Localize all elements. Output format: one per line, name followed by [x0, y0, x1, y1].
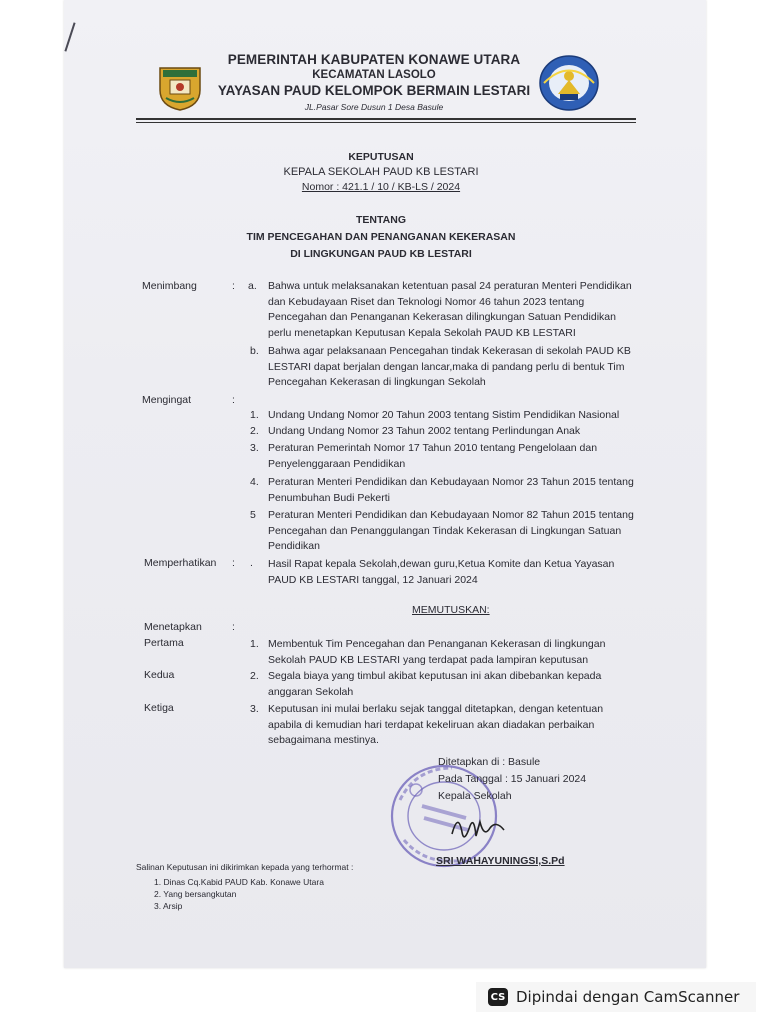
text-line: Segala biaya yang timbul akibat keputusan ini akan dibebankan kepada	[268, 670, 602, 682]
decree-issuer: KEPALA SEKOLAH PAUD KB LESTARI	[283, 166, 479, 178]
letterhead-rule	[136, 118, 636, 120]
text-line: Peraturan Pemerintah Nomor 17 Tahun 2010 tentang Pengelolaan dan	[268, 442, 598, 454]
letterhead-foundation: YAYASAN PAUD KELOMPOK BERMAIN LESTARI	[217, 83, 531, 98]
menetapkan-item-number: 1.	[250, 638, 259, 650]
decree-number	[181, 181, 581, 193]
text-line: Membentuk Tim Pencegahan dan Penanganan Kekerasan di lingkungan	[268, 638, 606, 650]
signatory-name: SRI WAHAYUNINGSI,S.Pd	[436, 855, 565, 867]
decree-subject-line1: TIM PENCEGAHAN DAN PENANGANAN KEKERASAN	[246, 231, 516, 243]
mengingat-label: Mengingat	[142, 394, 192, 406]
text-line: Hasil Rapat kepala Sekolah,dewan guru,Ketua Komite dan Ketua Yayasan	[268, 558, 615, 570]
text-line: Undang Undang Nomor 20 Tahun 2003 tentang Sistim Pendidikan Nasional	[268, 409, 620, 421]
letterhead-address: JL.Pasar Sore Dusun 1 Desa Basule	[304, 102, 444, 112]
text-line: Pencegahan dan Penanganan Kekerasan dilingkungan Satuan Pendidikan	[268, 311, 616, 323]
decree-subject-line2: DI LINGKUNGAN PAUD KB LESTARI	[290, 248, 472, 260]
ketiga-label: Ketiga	[144, 702, 174, 714]
signature-date: Pada Tanggal : 15 Januari 2024	[438, 773, 587, 785]
memperhatikan-colon: :	[232, 557, 235, 569]
menetapkan-item-3	[268, 702, 638, 749]
letterhead	[214, 52, 534, 112]
mengingat-item-1	[268, 408, 638, 424]
mengingat-item-number: 4.	[250, 476, 259, 488]
text-line: Keputusan ini mulai berlaku sejak tanggal ditetapkan, dengan ketentuan	[268, 703, 604, 715]
menimbang-b-text	[268, 344, 636, 391]
pen-mark	[64, 22, 75, 51]
camscanner-text: Dipindai dengan CamScanner	[516, 988, 740, 1006]
mengingat-item-3	[268, 441, 638, 472]
signature-place: Ditetapkan di : Basule	[438, 756, 541, 768]
text-line: Undang Undang Nomor 23 Tahun 2002 tentang Perlindungan Anak	[268, 425, 581, 437]
text-line: Peraturan Menteri Pendidikan dan Kebudayaan Nomor 23 Tahun 2015 tentang	[268, 476, 634, 488]
menimbang-a-marker: a.	[248, 280, 257, 292]
letterhead-district: KECAMATAN LASOLO	[312, 69, 436, 81]
text-line: sebagaimana mestinya.	[268, 734, 379, 746]
copies-item: 1. Dinas Cq.Kabid PAUD Kab. Konawe Utara	[154, 877, 324, 887]
text-line: apabila di kemudian hari terdapat kekeliruan akan diadakan perbaikan	[268, 718, 595, 731]
text-line: Penyelenggaraan Pendidikan	[268, 457, 406, 470]
menetapkan-colon: :	[232, 621, 235, 633]
mengingat-item-number: 1.	[250, 409, 259, 421]
menimbang-colon: :	[232, 280, 235, 292]
text-line: Pendidikan	[268, 540, 320, 552]
text-line: Peraturan Menteri Pendidikan dan Kebudayaan Nomor 82 Tahun 2015 tentang	[268, 509, 634, 521]
menimbang-b-marker: b.	[250, 345, 259, 357]
document-page	[64, 0, 706, 968]
kedua-label: Kedua	[144, 669, 175, 681]
text-line: LESTARI dapat berjalan dengan lancar,maka di pandang perlu di bentuk Tim	[268, 360, 625, 373]
text-line: anggaran Sekolah	[268, 685, 354, 698]
menimbang-label: Menimbang	[142, 280, 197, 292]
text-line: Sekolah PAUD KB LESTARI yang terdapat pada lampiran keputusan	[268, 653, 589, 666]
regency-emblem-icon	[154, 60, 206, 112]
decree-heading: KEPUTUSAN	[348, 151, 414, 163]
menimbang-a-text	[268, 279, 636, 341]
menetapkan-item-number: 2.	[250, 670, 259, 682]
signature-role: Kepala Sekolah	[438, 790, 512, 802]
mengingat-item-number: 5	[250, 509, 256, 521]
text-line: Pencegahan dan Penanggulangan Tindak Kekerasan di Lingkungan Satuan	[268, 524, 622, 537]
letterhead-government: PEMERINTAH KABUPATEN KONAWE UTARA	[227, 52, 521, 67]
memperhatikan-dot: .	[250, 557, 253, 569]
mengingat-item-number: 3.	[250, 442, 259, 454]
copies-item: 3. Arsip	[154, 901, 183, 911]
handwritten-signature-icon	[444, 808, 514, 848]
about-heading: TENTANG	[356, 214, 406, 226]
mengingat-item-2	[268, 424, 638, 440]
mengingat-item-4	[268, 475, 638, 506]
menetapkan-label: Menetapkan	[144, 621, 202, 633]
mengingat-item-number: 2.	[250, 425, 259, 437]
pertama-label: Pertama	[144, 637, 184, 649]
text-line: Pencegahan Kekerasan di lingkungan Sekolah	[268, 376, 486, 388]
memperhatikan-text	[268, 557, 638, 588]
mengingat-item-5	[268, 508, 638, 555]
text-line: PAUD KB LESTARI tanggal, 12 Januari 2024	[268, 573, 478, 586]
text-line: Bahwa agar pelaksanaan Pencegahan tindak Kekerasan di sekolah PAUD KB	[268, 345, 631, 357]
text-line: perlu menetapkan Keputusan Kepala Sekolah PAUD KB LESTARI	[268, 326, 576, 339]
paud-emblem-icon	[538, 54, 600, 112]
menetapkan-item-1	[268, 637, 638, 668]
text-line: dan Kebudayaan Riset dan Teknologi Nomor 46 tahun 2023 tentang	[268, 295, 585, 308]
menetapkan-item-number: 3.	[250, 703, 259, 715]
decree-number-text: Nomor : 421.1 / 10 / KB-LS / 2024	[301, 181, 461, 193]
copies-intro: Salinan Keputusan ini dikirimkan kepada yang terhormat :	[136, 862, 354, 872]
mengingat-colon: :	[232, 394, 235, 406]
copies-item: 2. Yang bersangkutan	[154, 889, 237, 899]
text-line: Bahwa untuk melaksanakan ketentuan pasal 24 peraturan Menteri Pendidikan	[268, 280, 632, 292]
menetapkan-item-2	[268, 669, 638, 700]
text-line: Penumbuhan Budi Pekerti	[268, 491, 390, 504]
camscanner-logo-icon: CS	[488, 988, 508, 1006]
memutuskan-heading: MEMUTUSKAN:	[412, 604, 490, 616]
letterhead-rule-thin	[136, 122, 636, 123]
camscanner-watermark	[476, 982, 756, 1012]
memperhatikan-label: Memperhatikan	[144, 557, 217, 569]
